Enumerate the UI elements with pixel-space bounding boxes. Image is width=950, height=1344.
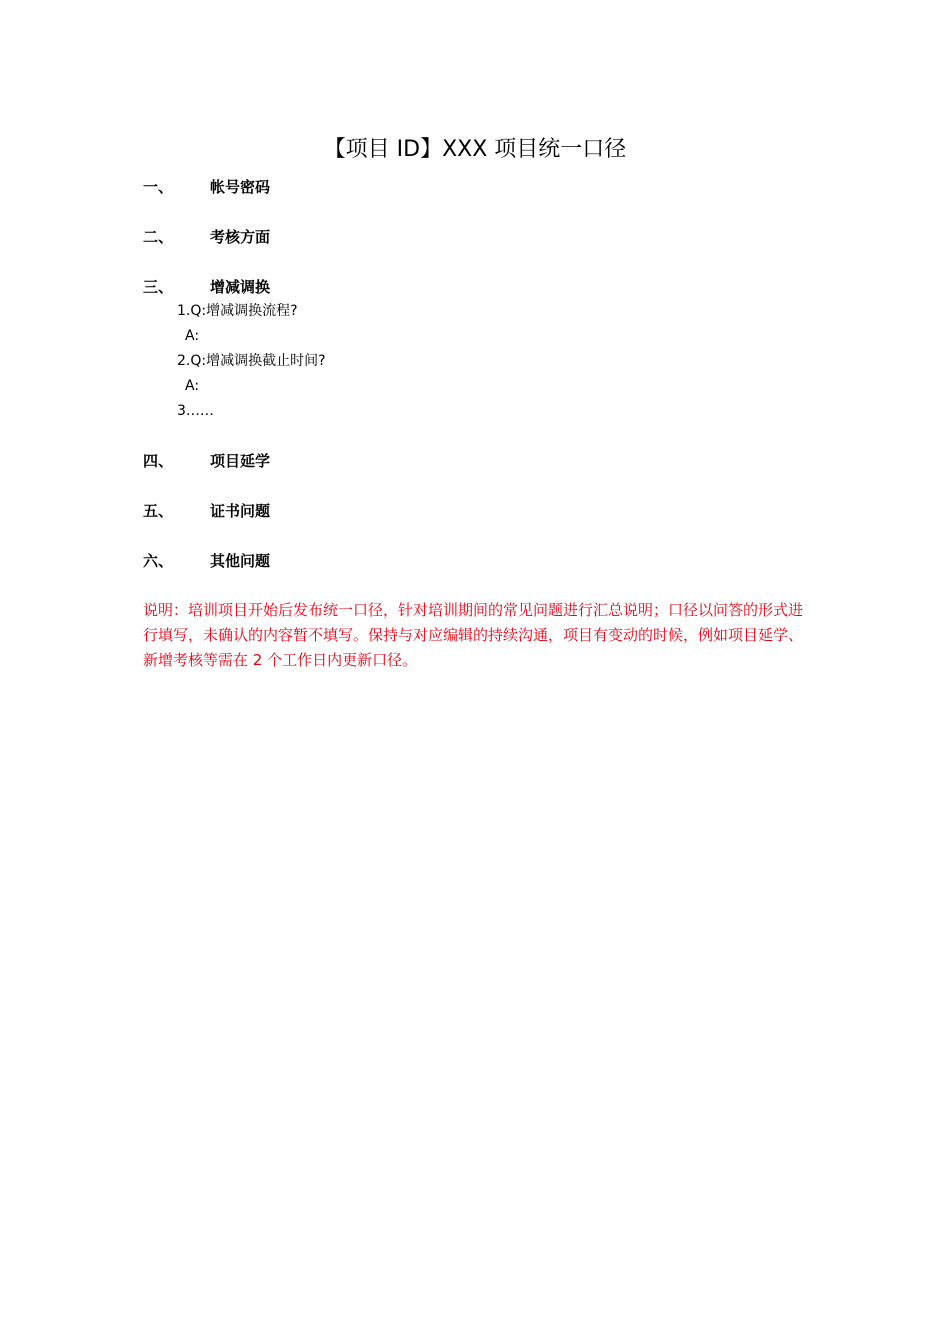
section-heading-assessment (143, 226, 270, 248)
section-number: 一、 (143, 178, 174, 196)
qa-question-1: 1.Q:增减调换流程? (177, 303, 298, 319)
qa-answer-2: A: (185, 378, 200, 394)
section-label: 证书问题 (210, 502, 271, 520)
section-number: 三、 (143, 278, 174, 296)
section-label: 增减调换 (210, 278, 271, 296)
section-label: 考核方面 (210, 228, 271, 246)
section-number: 二、 (143, 228, 174, 246)
section-heading-account-password (143, 176, 270, 198)
section-number: 五、 (143, 502, 174, 520)
section-number: 四、 (143, 452, 174, 470)
qa-question-2: 2.Q:增减调换截止时间? (177, 353, 326, 369)
instruction-note: 说明：培训项目开始后发布统一口径，针对培训期间的常见问题进行汇总说明；口径以问答的形式进行填写，未确认的内容暂不填写。保持与对应编辑的持续沟通，项目有变动的时候，例如项目延学、新增考核等需在 2 个工作日内更新口径。 (143, 601, 804, 669)
section-label: 项目延学 (210, 452, 271, 470)
section-heading-extension (143, 450, 270, 472)
qa-answer-1: A: (185, 328, 200, 344)
section-label: 帐号密码 (210, 178, 271, 196)
qa-more-items: 3…… (177, 403, 214, 419)
section-number: 六、 (143, 552, 174, 570)
section-heading-certificate (143, 500, 270, 522)
document-title: 【项目 ID】XXX 项目统一口径 (323, 137, 627, 162)
section-heading-other (143, 550, 270, 572)
section-label: 其他问题 (210, 552, 271, 570)
section-heading-enrollment-changes (143, 276, 270, 298)
